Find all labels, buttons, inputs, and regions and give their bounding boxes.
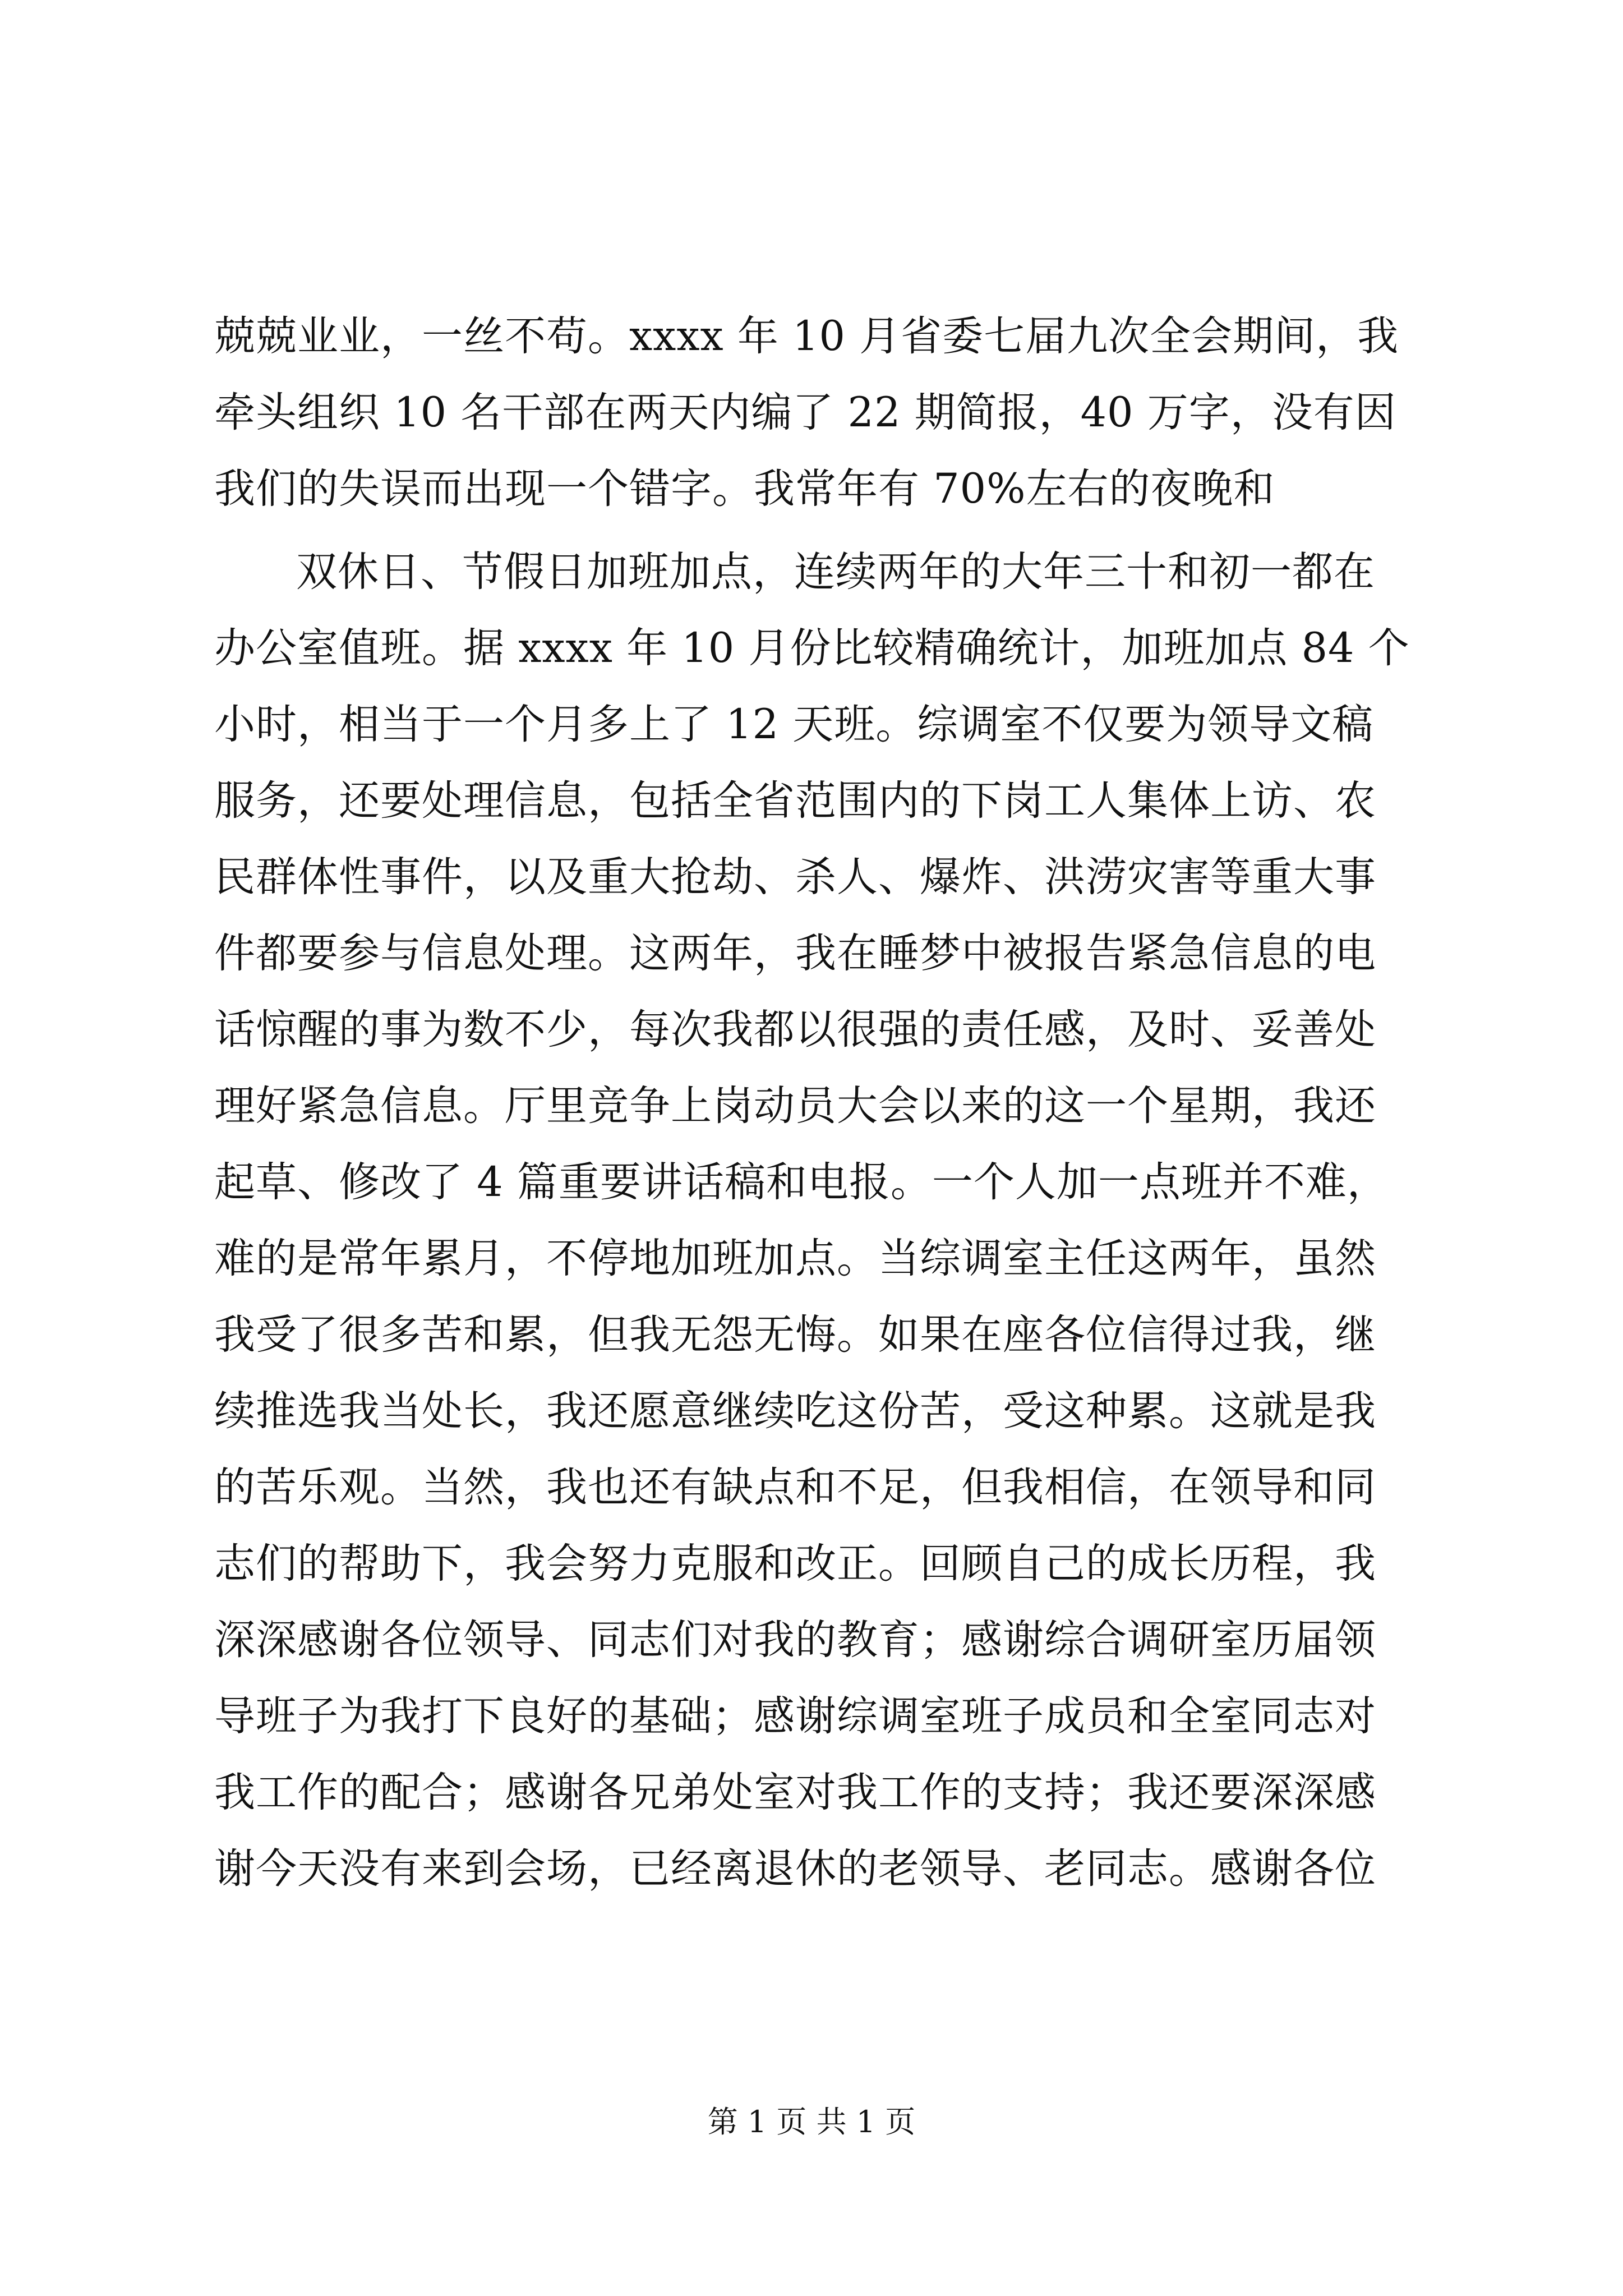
text-line: 的苦乐观。当然，我也还有缺点和不足，但我相信，在领导和同: [214, 1464, 1376, 1511]
text-line: 起草、修改了 4 篇重要讲话稿和电报。一个人加一点班并不难，: [214, 1158, 1389, 1206]
text-line: 导班子为我打下良好的基础；感谢综调室班子成员和全室同志对: [214, 1692, 1376, 1740]
text-line: 难的是常年累月，不停地加班加点。当综调室主任这两年，虽然: [214, 1235, 1376, 1282]
document-body: [214, 298, 1414, 1907]
text-line: 办公室值班。据 xxxx 年 10 月份比较精确统计，加班加点 84 个: [214, 624, 1410, 672]
text-line: 我受了很多苦和累，但我无怨无悔。如果在座各位信得过我，继: [214, 1311, 1376, 1359]
text-line: 件都要参与信息处理。这两年，我在睡梦中被报告紧急信息的电: [214, 930, 1376, 977]
text-line: 我工作的配合；感谢各兄弟处室对我工作的支持；我还要深深感: [214, 1769, 1376, 1816]
text-line: 志们的帮助下，我会努力克服和改正。回顾自己的成长历程，我: [214, 1540, 1376, 1588]
paragraph-1: [214, 298, 1414, 527]
text-line: 话惊醒的事为数不少，每次我都以很强的责任感，及时、妥善处: [214, 1006, 1376, 1053]
text-line: 深深感谢各位领导、同志们对我的教育；感谢综合调研室历届领: [214, 1616, 1376, 1664]
text-line: 双休日、节假日加班加点，连续两年的大年三十和初一都在: [296, 548, 1375, 596]
text-line: 续推选我当处长，我还愿意继续吃这份苦，受这种累。这就是我: [214, 1387, 1376, 1435]
text-line: 谢今天没有来到会场，已经离退休的老领导、老同志。感谢各位: [214, 1845, 1376, 1893]
text-line: 小时，相当于一个月多上了 12 天班。综调室不仅要为领导文稿: [214, 701, 1374, 748]
paragraph-2: [214, 534, 1414, 1907]
text-line: 民群体性事件，以及重大抢劫、杀人、爆炸、洪涝灾害等重大事: [214, 853, 1376, 901]
text-line: 我们的失误而出现一个错字。我常年有 70%左右的夜晚和: [214, 465, 1275, 513]
text-line: 理好紧急信息。厅里竞争上岗动员大会以来的这一个星期，我还: [214, 1082, 1376, 1130]
text-line: 服务，还要处理信息，包括全省范围内的下岗工人集体上访、农: [214, 777, 1376, 825]
text-line: 牵头组织 10 名干部在两天内编了 22 期简报，40 万字，没有因: [214, 389, 1396, 436]
page-number-footer: 第 1 页 共 1 页: [707, 2104, 916, 2139]
text-line: 兢兢业业，一丝不苟。xxxx 年 10 月省委七届九次全会期间，我: [214, 312, 1399, 360]
